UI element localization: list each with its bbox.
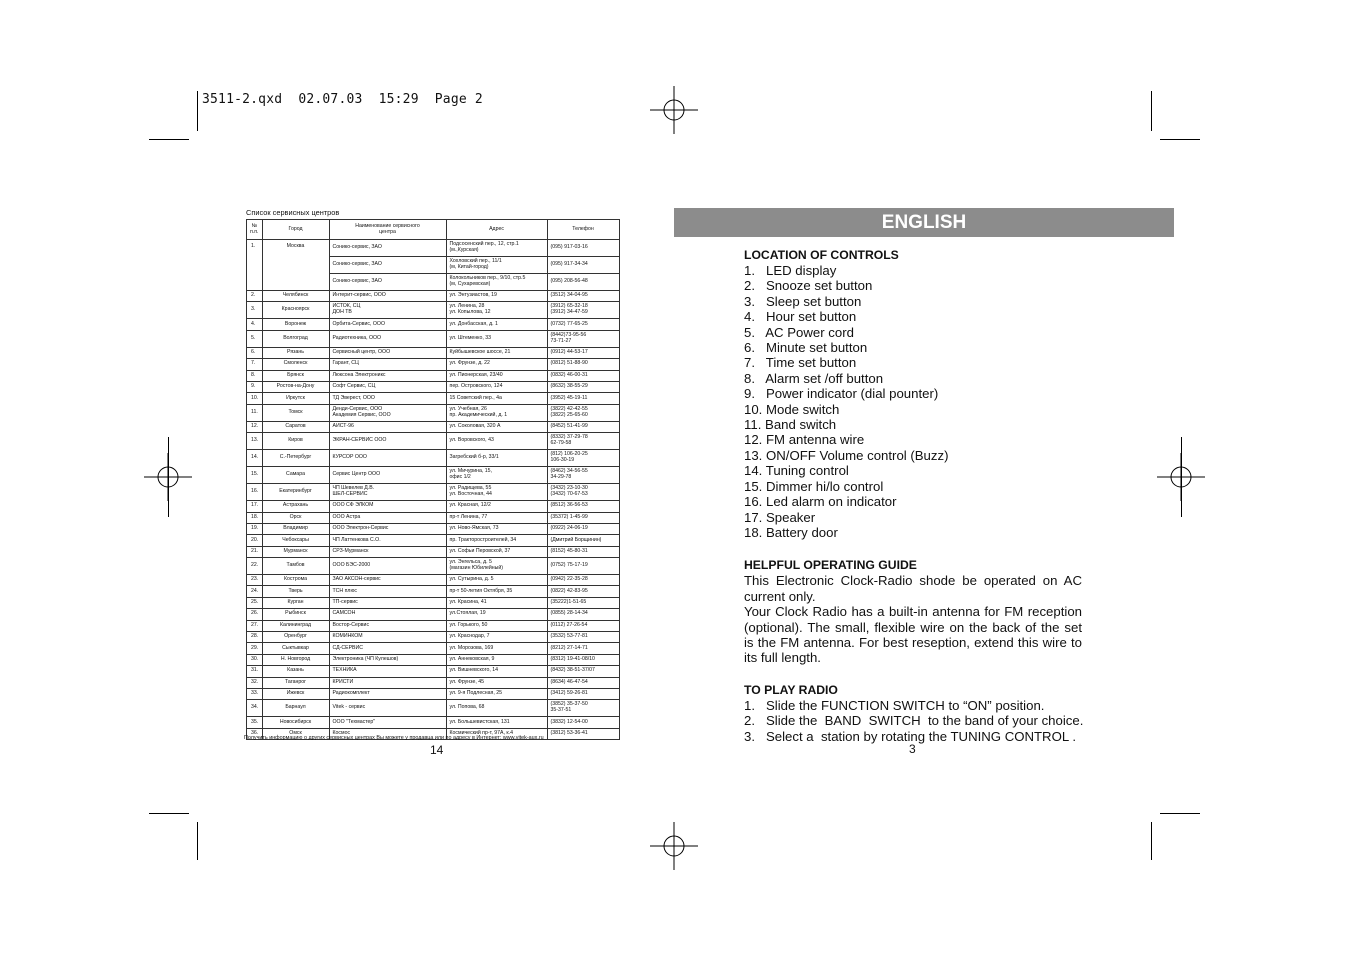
- table-row: [247, 666, 620, 677]
- english-content: [744, 247, 1082, 744]
- table-cell-city: Орск: [262, 512, 329, 523]
- table-cell-num: 32.: [247, 677, 263, 688]
- table-cell-addr: пер. Островского, 124: [446, 381, 547, 392]
- table-cell-addr: ул. Донбасская, д. 1: [446, 319, 547, 330]
- table-cell-name: КРИСТИ: [329, 677, 446, 688]
- table-cell-num: 12.: [247, 421, 263, 432]
- page-number-left: 14: [430, 743, 444, 757]
- table-cell-phone: (8632) 38-55-29: [547, 381, 619, 392]
- list-item: 12. FM antenna wire: [744, 432, 865, 448]
- table-cell-name: Радиокомплект: [329, 688, 446, 699]
- table-cell-num: 29.: [247, 643, 263, 654]
- table-cell-name: Сервисный центр, ООО: [329, 347, 446, 358]
- table-cell-addr: ул. Ново-Ямская, 73: [446, 523, 547, 534]
- table-cell-name: ООО Электрон-Сервис: [329, 523, 446, 534]
- table-cell-addr: ул. Соколовая, 320 А: [446, 421, 547, 432]
- list-item: 13. ON/OFF Volume control (Buzz): [744, 447, 949, 463]
- table-cell-num: 5.: [247, 330, 263, 347]
- crop-mark: [1160, 139, 1200, 140]
- table-cell-addr: ул. Красная, 12/2: [446, 501, 547, 512]
- table-cell-name: ТЕХНИКА: [329, 666, 446, 677]
- list-item: 17. Speaker: [744, 509, 816, 525]
- table-cell-num: 3.: [247, 302, 263, 319]
- service-footnote: Получить информацию о других сервисных центрах Вы можете у продавца или по адресу в Интернет: www.vitek-aux.ru: [244, 735, 544, 741]
- table-cell-phone: (3512) 34-04-95: [547, 291, 619, 302]
- table-cell-phone: (Дмитрий Борщинин): [547, 535, 619, 546]
- table-cell-name: Интерит-сервис, ООО: [329, 291, 446, 302]
- table-cell-num: 16.: [247, 484, 263, 501]
- table-cell-num: 28.: [247, 632, 263, 643]
- table-row: [247, 484, 620, 501]
- table-cell-phone: (8442)73-95-56 73-71-27: [547, 330, 619, 347]
- table-cell-city: Омск: [262, 728, 329, 739]
- table-cell-phone: (8634) 46-47-54: [547, 677, 619, 688]
- table-cell-addr: ул. Софьи Перовской, 37: [446, 546, 547, 557]
- table-cell-name: Орбита-Сервис, ООО: [329, 319, 446, 330]
- table-cell-addr: ул. Морозова, 169: [446, 643, 547, 654]
- table-cell-addr: ул. 9-я Подлесная, 25: [446, 688, 547, 699]
- table-row: [247, 421, 620, 432]
- table-cell-num: 6.: [247, 347, 263, 358]
- table-cell-num: 8.: [247, 370, 263, 381]
- table-cell-num: 17.: [247, 501, 263, 512]
- table-row: [247, 688, 620, 699]
- table-cell-city: Н. Новгород: [262, 654, 329, 665]
- table-cell-city: Екатеринбург: [262, 484, 329, 501]
- table-cell-name: Сервис Центр ООО: [329, 467, 446, 484]
- table-cell-city: Таганрог: [262, 677, 329, 688]
- table-cell-city: С.-Петербург: [262, 450, 329, 467]
- crop-mark: [1181, 437, 1182, 517]
- crop-mark: [1151, 91, 1152, 131]
- table-cell-phone: (8312) 19-41-08/10: [547, 654, 619, 665]
- table-cell-name: СРЗ-Мурманск: [329, 546, 446, 557]
- table-cell-name: ЧП Латтенкова С.О.: [329, 535, 446, 546]
- list-item: 3. Sleep set button: [744, 293, 862, 309]
- table-cell-name: ООО БЭС-2000: [329, 558, 446, 575]
- table-cell-phone: (0942) 22-35-28: [547, 575, 619, 586]
- service-centers-table: [246, 219, 620, 740]
- language-title: ENGLISH: [881, 212, 967, 233]
- table-cell-phone: (3812) 53-36-41: [547, 728, 619, 739]
- list-item: 2. Slide the BAND SWITCH to the band of your choice.: [744, 713, 1084, 729]
- table-cell-phone: (3822) 42-42-55 (3822) 25-65-60: [547, 404, 619, 421]
- table-cell-city: Тверь: [262, 586, 329, 597]
- crop-mark: [149, 139, 189, 140]
- table-cell-addr: Колокольников пер., 9/10, стр.5 (м, Сухаревская): [446, 274, 547, 291]
- table-row: [247, 677, 620, 688]
- table-cell-addr: ул. Учебная, 26 пр. Академический, д. 1: [446, 404, 547, 421]
- table-cell-addr: ул. Энтузиастов, 19: [446, 291, 547, 302]
- table-cell-addr: ул. Энгельса, д. 5 (магазин Юбилейный): [446, 558, 547, 575]
- table-cell-name: Востор-Сервис: [329, 620, 446, 631]
- table-cell-addr: пр-т 50-летия Октября, 35: [446, 586, 547, 597]
- table-cell-addr: ул. Воровского, 43: [446, 433, 547, 450]
- table-row: [247, 291, 620, 302]
- list-item: 18. Battery door: [744, 524, 838, 540]
- crop-mark: [168, 437, 169, 517]
- table-row: [247, 643, 620, 654]
- table-cell-city: Ростов-на-Дону: [262, 381, 329, 392]
- table-cell-addr: ул. Радищева, 55 ул. Восточная, 44: [446, 484, 547, 501]
- table-cell-phone: (35222)1-51-65: [547, 597, 619, 608]
- table-cell-addr: пр-т Ленина, 77: [446, 512, 547, 523]
- list-item: 11. Band switch: [744, 417, 837, 433]
- list-item: 5. AC Power cord: [744, 324, 854, 340]
- guide-paragraph-1: This Electronic Clock-Radio shode be operated on AC current only.: [744, 573, 1082, 604]
- table-row: [247, 609, 620, 620]
- table-cell-num: 11.: [247, 404, 263, 421]
- controls-list: [744, 263, 1082, 540]
- table-cell-phone: (8332) 37-29-78 62-79-58: [547, 433, 619, 450]
- table-cell-num: 1.: [247, 240, 263, 291]
- table-row: [247, 546, 620, 557]
- table-cell-city: Мурманск: [262, 546, 329, 557]
- registration-mark-top: [650, 86, 698, 134]
- table-cell-num: 31.: [247, 666, 263, 677]
- table-cell-name: КОМИНКОМ: [329, 632, 446, 643]
- table-cell-num: 2.: [247, 291, 263, 302]
- table-header-cell: Наименование сервисного центра: [329, 220, 446, 240]
- table-cell-name: Сонико-сервис, ЗАО: [329, 257, 446, 274]
- table-cell-name: Гарант, СЦ: [329, 359, 446, 370]
- table-row: [247, 558, 620, 575]
- table-row: [247, 535, 620, 546]
- table-cell-addr: ул. Фрунзе, д. 22: [446, 359, 547, 370]
- table-cell-phone: (095) 917-34-34: [547, 257, 619, 274]
- table-cell-num: 36.: [247, 728, 263, 739]
- table-cell-phone: (0912) 44-53-17: [547, 347, 619, 358]
- table-cell-num: 27.: [247, 620, 263, 631]
- list-item: 7. Time set button: [744, 355, 857, 371]
- table-cell-phone: (3432) 23-10-30 (3432) 70-67-53: [547, 484, 619, 501]
- table-cell-num: 15.: [247, 467, 263, 484]
- table-row: [247, 404, 620, 421]
- table-row: [247, 620, 620, 631]
- table-cell-name: СД-СЕРВИС: [329, 643, 446, 654]
- table-cell-addr: ул.Стоялая, 19: [446, 609, 547, 620]
- table-cell-name: САМСОН: [329, 609, 446, 620]
- table-cell-num: 26.: [247, 609, 263, 620]
- table-row: [247, 319, 620, 330]
- table-cell-name: ТД Эверест, ООО: [329, 393, 446, 404]
- list-item: 4. Hour set button: [744, 309, 857, 325]
- list-item: 1. Slide the FUNCTION SWITCH to “ON” position.: [744, 697, 1045, 713]
- table-cell-addr: Куйбышевское шоссе, 21: [446, 347, 547, 358]
- table-cell-num: 10.: [247, 393, 263, 404]
- table-row: [247, 597, 620, 608]
- table-cell-num: 25.: [247, 597, 263, 608]
- table-cell-addr: ул. Красина, 41: [446, 597, 547, 608]
- table-cell-addr: ул. Мичурина, 15, офис 1/2: [446, 467, 547, 484]
- table-cell-addr: ул. Ленина, 28 ул. Копылова, 12: [446, 302, 547, 319]
- table-cell-name: Радиотехника, ООО: [329, 330, 446, 347]
- table-cell-addr: ул. Попова, 68: [446, 700, 547, 717]
- table-cell-city: Брянск: [262, 370, 329, 381]
- table-cell-name: ЗАО АКСОН-сервис: [329, 575, 446, 586]
- table-cell-addr: ул. Краснодар, 7: [446, 632, 547, 643]
- table-row: [247, 302, 620, 319]
- table-cell-phone: (8152) 45-80-31: [547, 546, 619, 557]
- table-row: [247, 381, 620, 392]
- table-cell-addr: ул. Вишневского, 14: [446, 666, 547, 677]
- table-cell-addr: пр. Тракторостроителей, 34: [446, 535, 547, 546]
- table-cell-addr: ул. Большевистская, 131: [446, 717, 547, 728]
- table-cell-addr: ул. Штеменко, 33: [446, 330, 547, 347]
- table-row: [247, 370, 620, 381]
- table-cell-name: ЭКРАН-СЕРВИС ООО: [329, 433, 446, 450]
- table-cell-name: ООО Астра: [329, 512, 446, 523]
- table-cell-phone: (095) 208-56-48: [547, 274, 619, 291]
- table-cell-city: Владимир: [262, 523, 329, 534]
- table-cell-city: Чебоксары: [262, 535, 329, 546]
- list-item: 14. Tuning control: [744, 463, 849, 479]
- table-cell-city: Смоленск: [262, 359, 329, 370]
- table-cell-num: 7.: [247, 359, 263, 370]
- table-row: [247, 523, 620, 534]
- table-cell-phone: (0922) 24-06-19: [547, 523, 619, 534]
- table-row: [247, 467, 620, 484]
- table-cell-name: ООО "Техмастер": [329, 717, 446, 728]
- crop-mark: [197, 822, 198, 860]
- table-cell-phone: (812) 106-20-25 106-30-19: [547, 450, 619, 467]
- table-header-cell: Телефон: [547, 220, 619, 240]
- list-item: 3. Select a station by rotating the TUNING CONTROL .: [744, 728, 1077, 744]
- table-row: [247, 700, 620, 717]
- guide-paragraph-2: Your Clock Radio has a built-in antenna for FM reception (optional). The small, flexible wire on the back of the set is the FM antenna. For best reseption, extend this wire to its full length.: [744, 604, 1082, 666]
- table-cell-city: Самара: [262, 467, 329, 484]
- table-cell-phone: (8512) 36-56-53: [547, 501, 619, 512]
- registration-mark-bottom: [650, 822, 698, 870]
- table-cell-name: Сонико-сервис, ЗАО: [329, 274, 446, 291]
- table-cell-addr: ул. Аннековская, 9: [446, 654, 547, 665]
- table-cell-city: Оренбург: [262, 632, 329, 643]
- table-cell-phone: (35372) 1-45-99: [547, 512, 619, 523]
- table-header-cell: Адрес: [446, 220, 547, 240]
- table-cell-name: Космос: [329, 728, 446, 739]
- table-cell-num: 35.: [247, 717, 263, 728]
- list-item: 15. Dimmer hi/lo control: [744, 478, 884, 494]
- table-header-row: [247, 220, 620, 240]
- table-row: [247, 330, 620, 347]
- table-cell-num: 21.: [247, 546, 263, 557]
- table-cell-city: Рыбинск: [262, 609, 329, 620]
- list-item: 8. Alarm set /off button: [744, 370, 884, 386]
- table-cell-name: АИСТ-96: [329, 421, 446, 432]
- crop-mark: [1151, 822, 1152, 860]
- table-row: [247, 501, 620, 512]
- table-row: [247, 240, 620, 257]
- list-item: 2. Snooze set button: [744, 278, 873, 294]
- table-cell-phone: (0832) 46-00-31: [547, 370, 619, 381]
- table-cell-addr: ул. Пионерская, 23/40: [446, 370, 547, 381]
- table-cell-num: 22.: [247, 558, 263, 575]
- file-slug: 3511-2.qxd 02.07.03 15:29 Page 2: [202, 92, 483, 107]
- table-cell-city: Москва: [262, 240, 329, 291]
- table-cell-phone: (8462) 34-56-55 34-29-78: [547, 467, 619, 484]
- table-row: [247, 347, 620, 358]
- radio-heading: TO PLAY RADIO: [744, 682, 838, 697]
- table-cell-name: Софт Сервис, СЦ: [329, 381, 446, 392]
- guide-heading: HELPFUL OPERATING GUIDE: [744, 558, 917, 573]
- table-row: [247, 393, 620, 404]
- crop-mark: [1160, 813, 1200, 814]
- table-cell-name: Vitek - сервис: [329, 700, 446, 717]
- table-cell-phone: (0112) 27-26-54: [547, 620, 619, 631]
- table-cell-city: Ижевск: [262, 688, 329, 699]
- table-cell-city: Томск: [262, 404, 329, 421]
- crop-mark: [149, 813, 189, 814]
- table-cell-addr: Хохловский пер., 11/1 (м, Китай-город): [446, 257, 547, 274]
- table-cell-city: Курган: [262, 597, 329, 608]
- table-header-cell: Город: [262, 220, 329, 240]
- list-item: 6. Minute set button: [744, 340, 868, 356]
- table-cell-phone: (8452) 51-41-99: [547, 421, 619, 432]
- table-row: [247, 654, 620, 665]
- list-item: 16. Led alarm on indicator: [744, 494, 897, 510]
- table-cell-city: Волгоград: [262, 330, 329, 347]
- table-cell-city: Сыктывкар: [262, 643, 329, 654]
- table-cell-addr: Космический пр-т, 97А, к.4: [446, 728, 547, 739]
- table-cell-name: ЧП Шевелев Д.В. ШЕЛ-СЕРВИС: [329, 484, 446, 501]
- table-cell-addr: Подсосенский пер., 12, стр.1 (м.,Курская): [446, 240, 547, 257]
- list-item: 9. Power indicator (dial pounter): [744, 386, 939, 402]
- table-cell-num: 23.: [247, 575, 263, 586]
- table-cell-name: ТП-сервис: [329, 597, 446, 608]
- table-cell-city: Челябинск: [262, 291, 329, 302]
- table-cell-name: ООО СФ ЭЛКОМ: [329, 501, 446, 512]
- table-cell-phone: (3532) 53-77-81: [547, 632, 619, 643]
- list-item: 10. Mode switch: [744, 401, 840, 417]
- table-cell-city: Астрахань: [262, 501, 329, 512]
- table-cell-name: ТСН плюс: [329, 586, 446, 597]
- table-cell-num: 19.: [247, 523, 263, 534]
- table-cell-city: Красноярск: [262, 302, 329, 319]
- table-cell-num: 14.: [247, 450, 263, 467]
- table-cell-addr: 15 Советский пер., 4а: [446, 393, 547, 404]
- radio-steps-list: [744, 698, 1082, 744]
- table-cell-phone: (3912) 65-32-18 (3912) 34-47-59: [547, 302, 619, 319]
- table-cell-city: Рязань: [262, 347, 329, 358]
- table-row: [247, 632, 620, 643]
- table-cell-addr: ул. Горького, 50: [446, 620, 547, 631]
- table-cell-city: Киров: [262, 433, 329, 450]
- table-cell-phone: (8432) 38-51-37/07: [547, 666, 619, 677]
- table-cell-num: 13.: [247, 433, 263, 450]
- table-cell-name: Денди-Сервис, ООО Академия Сервис, ООО: [329, 404, 446, 421]
- table-cell-addr: ул. Сутырина, д. 5: [446, 575, 547, 586]
- table-row: [247, 512, 620, 523]
- table-cell-city: Калининград: [262, 620, 329, 631]
- table-cell-city: Иркутск: [262, 393, 329, 404]
- page-number-right: 3: [909, 742, 916, 756]
- table-cell-city: Воронеж: [262, 319, 329, 330]
- table-cell-num: 18.: [247, 512, 263, 523]
- table-cell-name: Сонико-сервис, ЗАО: [329, 240, 446, 257]
- table-cell-num: 30.: [247, 654, 263, 665]
- table-cell-phone: (3412) 59-26-81: [547, 688, 619, 699]
- table-row: [247, 575, 620, 586]
- table-cell-num: 24.: [247, 586, 263, 597]
- table-cell-phone: (0732) 77-65-25: [547, 319, 619, 330]
- table-cell-num: 20.: [247, 535, 263, 546]
- table-cell-name: Люксона Электроникс: [329, 370, 446, 381]
- table-cell-phone: (8212) 27-14-71: [547, 643, 619, 654]
- table-cell-phone: (3852) 35-37-50 35-37-51: [547, 700, 619, 717]
- table-row: [247, 450, 620, 467]
- crop-mark: [197, 91, 198, 131]
- language-header-bar: [674, 208, 1174, 237]
- table-cell-addr: ул. Фрунзе, 45: [446, 677, 547, 688]
- location-heading: LOCATION OF CONTROLS: [744, 248, 899, 262]
- table-cell-phone: (3832) 12-54-00: [547, 717, 619, 728]
- table-row: [247, 586, 620, 597]
- table-cell-num: 9.: [247, 381, 263, 392]
- service-centers-title: Список сервисных центров: [246, 208, 340, 217]
- table-cell-phone: (3952) 45-19-11: [547, 393, 619, 404]
- table-cell-name: ИСТОК, СЦ ДОН ТВ: [329, 302, 446, 319]
- table-cell-num: 4.: [247, 319, 263, 330]
- list-item: 1. LED display: [744, 263, 837, 278]
- table-cell-phone: (0822) 42-83-95: [547, 586, 619, 597]
- table-cell-city: Барнаул: [262, 700, 329, 717]
- table-cell-name: КУРСОР ООО: [329, 450, 446, 467]
- table-cell-city: Кострома: [262, 575, 329, 586]
- table-cell-phone: (095) 917-03-16: [547, 240, 619, 257]
- table-row: [247, 717, 620, 728]
- table-cell-num: 33.: [247, 688, 263, 699]
- table-cell-city: Тамбов: [262, 558, 329, 575]
- table-cell-phone: (0855) 28-14-34: [547, 609, 619, 620]
- table-row: [247, 433, 620, 450]
- table-header-cell: № п.п.: [247, 220, 263, 240]
- table-cell-phone: (0812) 51-88-90: [547, 359, 619, 370]
- table-cell-addr: Загребский б-р, 33/1: [446, 450, 547, 467]
- table-cell-name: Электроника (ЧП Кулешов): [329, 654, 446, 665]
- table-cell-city: Саратов: [262, 421, 329, 432]
- table-row: [247, 359, 620, 370]
- table-cell-city: Новосибирск: [262, 717, 329, 728]
- table-cell-city: Казань: [262, 666, 329, 677]
- table-cell-phone: (0752) 75-17-19: [547, 558, 619, 575]
- table-cell-num: 34.: [247, 700, 263, 717]
